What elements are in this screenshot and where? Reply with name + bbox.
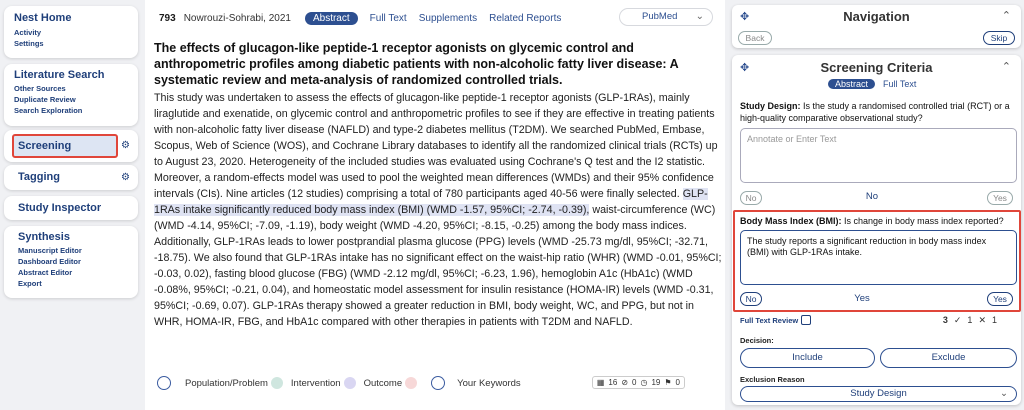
bmi-yes-button[interactable]: Yes [987,292,1013,306]
chevron-up-icon[interactable]: ⌃ [1001,61,1011,73]
include-button[interactable]: Include [740,348,875,368]
criteria-tab-abstract[interactable]: Abstract [828,79,875,89]
population-toggle[interactable] [157,376,171,390]
move-icon[interactable]: ✥ [740,62,750,74]
check-circle-icon: ⊘ [621,378,629,387]
outcome-color-dot [405,377,417,389]
other-sources-link[interactable]: Other Sources [14,84,66,93]
study-design-label: Study Design: [740,101,801,111]
screening-criteria-panel [732,55,1021,405]
check-icon: ✓ [953,315,962,325]
study-counts [592,376,685,389]
screening-link[interactable]: Screening [18,140,72,152]
grid-icon: ▦ [596,378,605,387]
tagging-card [4,165,138,190]
manuscript-editor-link[interactable]: Manuscript Editor [18,246,82,255]
bmi-question [740,215,1018,227]
tagging-gear-icon[interactable]: ⚙ [121,172,130,183]
chevron-down-icon: ⌄ [1000,388,1008,399]
vote-tally [943,315,997,326]
highlight-legend [157,374,521,392]
study-id: 793 [159,12,176,24]
duplicate-review-link[interactable]: Duplicate Review [14,95,76,104]
chevron-down-icon: ⌄ [695,11,704,22]
abstract-text-after: waist-circumference (WC) (WMD -4.14, 95%CI; -7.09, -1.19), body weight (WMD -4.20, 95%CI; -8.15, -0.25) among the body mass indices. Additionally, GLP-1RAs leads to lower postprandial plasma glucose (PPG) levels (WMD -25.73 mg/dl, 95%CI; -32.71, -18.75). We also found that GLP-1RAs intake has no significant effect on the waist-hip ratio (WHR) (WMD -0.01, 95%CI; -0.03, 0.02), fasting blood glucose (FBG) (WMD -2.12 mg/dl, 95%CI; -6.23, 1.96), hemoglobin A1c (HbA1c) (WMD -0.08%, 95%CI; -0.21, 0.04), and homeostatic model assessment for insulin resistance (HOMA-IR) levels (WMD -0.31, 95%CI; -0.69, 0.07). GLP-1RAs therapy showed a greater reduction in BMI, body weight, WC, and PPG, but not in WHR, HOMA-IR, FBG, and HbA1c compared with other therapies in patients with T2DM and NAFLD. [154,204,722,328]
study-design-text: Is the study a randomised controlled trial (RCT) or a high-quality comparative observational study? [740,101,1010,123]
study-viewer [145,0,725,410]
bmi-answer: Yes [854,293,870,304]
exclude-button[interactable]: Exclude [880,348,1017,368]
right-panel [728,0,1024,410]
tally-total: 3 [942,315,948,325]
literature-search-link[interactable]: Literature Search [14,69,105,81]
synthesis-link[interactable]: Synthesis [18,231,70,243]
database-select[interactable] [619,8,713,26]
population-label: Population/Problem [185,377,268,389]
keywords-label: Your Keywords [457,377,521,389]
dashboard-editor-link[interactable]: Dashboard Editor [18,257,81,266]
study-abstract [154,90,722,330]
skip-button[interactable]: Skip [983,31,1015,45]
exclusion-reason-value: Study Design [850,388,907,399]
study-design-yes-button[interactable]: Yes [987,191,1013,205]
intervention-label: Intervention [290,377,341,389]
exclusion-reason-select[interactable] [740,386,1017,402]
nest-home-card [4,6,138,58]
tab-full-text[interactable]: Full Text [369,12,407,24]
abstract-highlight[interactable]: GLP-1RAs intake significantly reduced body mass index (BMI) (WMD -1.57, 95%CI; -2.74, -0.39), [154,188,708,216]
screening-card [4,130,138,162]
full-text-review-row [740,315,811,325]
abstract-editor-link[interactable]: Abstract Editor [18,268,73,277]
sidebar [0,0,140,410]
study-design-input[interactable] [740,128,1017,183]
activity-link[interactable]: Activity [14,28,42,37]
keywords-toggle[interactable] [431,376,445,390]
literature-search-card [4,64,138,126]
abstract-text-before: This study was undertaken to assess the effects of glucagon-like peptide-1 receptor agonists (GLP-1RAs), mainly liraglutide and exenatide, on glycemic control and anthropometric profiles to see if they are effective in treating patients with non-alcoholic fatty liver disease (NAFLD) and type-2 diabetes mellitus (T2DM). We searched PubMed, Embase, Scopus, Web of Science (WOS), and Cochrane Library databases to identify all the randomized clinical trials (RCTs) up to August 23, 2020. Heterogeneity of the included studies was evaluated using Cochrane's Q test and the I2 statistic. Moreover, a random-effects model was used to pool the weighted mean differences (WMDs) and their 95% confidence intervals (CIs). Nine articles (12 studies) comprising a total of 780 participants aged 40-56 were finally selected. [154,92,718,200]
screening-criteria-title: Screening Criteria [820,60,933,75]
bmi-text: Is change in body mass index reported? [841,216,1004,226]
flag-icon: ⚑ [664,378,672,387]
chevron-up-icon[interactable]: ⌃ [1001,10,1011,22]
export-link[interactable]: Export [18,279,42,288]
synthesis-card [4,226,138,298]
search-exploration-link[interactable]: Search Exploration [14,106,83,115]
study-citation: Nowrouzi-Sohrabi, 2021 [183,12,291,24]
nest-home-link[interactable]: Nest Home [14,12,72,24]
tagging-link[interactable]: Tagging [18,171,60,183]
count-a: 16 [608,378,618,387]
back-button[interactable]: Back [738,31,772,45]
study-title: The effects of glucagon-like peptide-1 receptor agonists on glycemic control and anthropometric profiles among diabetic patients with non-alcoholic fatty liver disease: A systematic review and meta-analysis of randomized controlled trials. [154,41,679,87]
move-icon[interactable]: ✥ [740,11,750,23]
study-inspector-link[interactable]: Study Inspector [18,202,102,214]
clock-icon: ◷ [640,378,648,387]
database-value: PubMed [642,11,678,22]
study-design-no-button[interactable]: No [740,191,762,205]
full-text-review-label: Full Text Review [740,315,799,325]
tab-abstract[interactable]: Abstract [305,12,358,25]
x-icon: ✕ [978,315,986,325]
full-text-review-checkbox[interactable] [801,315,811,325]
tab-supplements[interactable]: Supplements [418,12,478,24]
tally-yes: 1 [967,315,973,325]
exclusion-reason-label: Exclusion Reason [740,375,805,384]
navigation-panel [732,5,1021,48]
study-inspector-card [4,196,138,220]
tab-related-reports[interactable]: Related Reports [489,12,562,24]
bmi-label: Body Mass Index (BMI): [740,216,842,226]
count-d: 0 [675,378,680,387]
bmi-no-button[interactable]: No [740,292,762,306]
intervention-color-dot [344,377,356,389]
population-color-dot [271,377,283,389]
settings-link[interactable]: Settings [14,39,44,48]
study-design-question [740,100,1018,124]
study-header [159,10,561,26]
study-design-answer: No [865,191,879,202]
tally-no: 1 [991,315,997,325]
navigation-title: Navigation [843,9,910,24]
count-b: 0 [632,378,637,387]
screening-gear-icon[interactable]: ⚙ [121,140,130,151]
outcome-label: Outcome [363,377,403,389]
decision-label: Decision: [740,336,774,345]
count-c: 19 [651,378,661,387]
bmi-input[interactable] [740,230,1017,285]
study-design-placeholder: Annotate or Enter Text [747,134,837,144]
criteria-tabs [828,79,916,89]
criteria-tab-full-text[interactable]: Full Text [883,79,917,89]
bmi-input-value: The study reports a significant reduction in body mass index (BMI) with GLP-1RAs intake. [747,236,987,257]
